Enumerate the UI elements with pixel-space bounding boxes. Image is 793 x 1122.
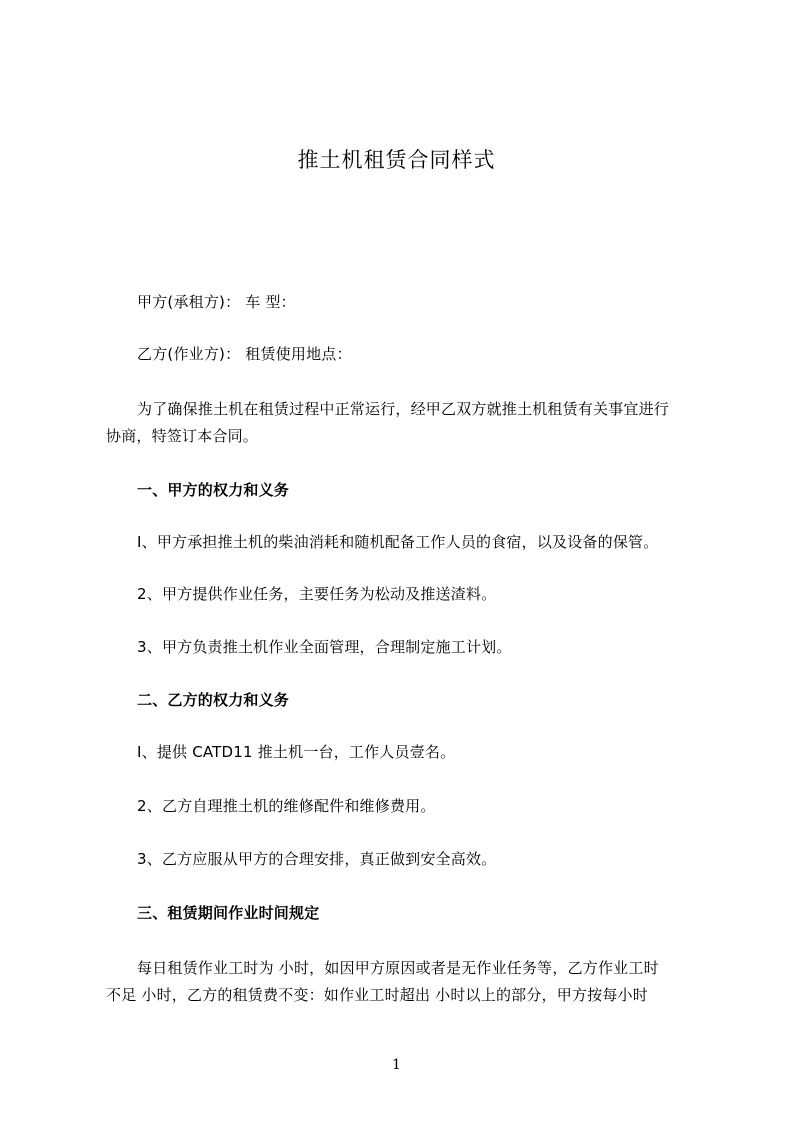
section-2-item-3: 3、乙方应服从甲方的合理安排，真正做到安全高效。 <box>137 850 497 868</box>
document-title: 推土机租赁合同样式 <box>297 148 496 172</box>
section-1-heading: 一、甲方的权力和义务 <box>137 481 290 499</box>
intro-paragraph-line-2: 协商，特签订本合同。 <box>106 427 259 445</box>
section-1-item-3: 3、甲方负责推土机作业全面管理，合理制定施工计划。 <box>137 638 512 656</box>
section-3-heading: 三、租赁期间作业时间规定 <box>137 904 320 922</box>
section-2-item-2: 2、乙方自理推土机的维修配件和维修费用。 <box>137 797 436 815</box>
section-3-paragraph-line-2: 不足 小时，乙方的租赁费不变：如作业工时超出 小时以上的部分，甲方按每小时 <box>106 986 648 1004</box>
party-b-line: 乙方(作业方)： 租赁使用地点： <box>137 345 352 363</box>
party-a-line: 甲方(承租方)： 车 型： <box>137 293 296 311</box>
section-2-item-1: I、提供 CATD11 推土机一台，工作人员壹名。 <box>137 743 456 761</box>
section-2-heading: 二、乙方的权力和义务 <box>137 691 290 709</box>
section-1-item-2: 2、甲方提供作业任务，主要任务为松动及推送渣料。 <box>137 585 497 603</box>
intro-paragraph-line-1: 为了确保推土机在租赁过程中正常运行，经甲乙双方就推土机租赁有关事宜进行 <box>137 400 670 418</box>
page-number: 1 <box>392 1057 401 1073</box>
section-1-item-1: I、甲方承担推土机的柴油消耗和随机配备工作人员的食宿，以及设备的保管。 <box>137 533 659 551</box>
section-3-paragraph-line-1: 每日租赁作业工时为 小时，如因甲方原因或者是无作业任务等，乙方作业工时 <box>137 959 659 977</box>
